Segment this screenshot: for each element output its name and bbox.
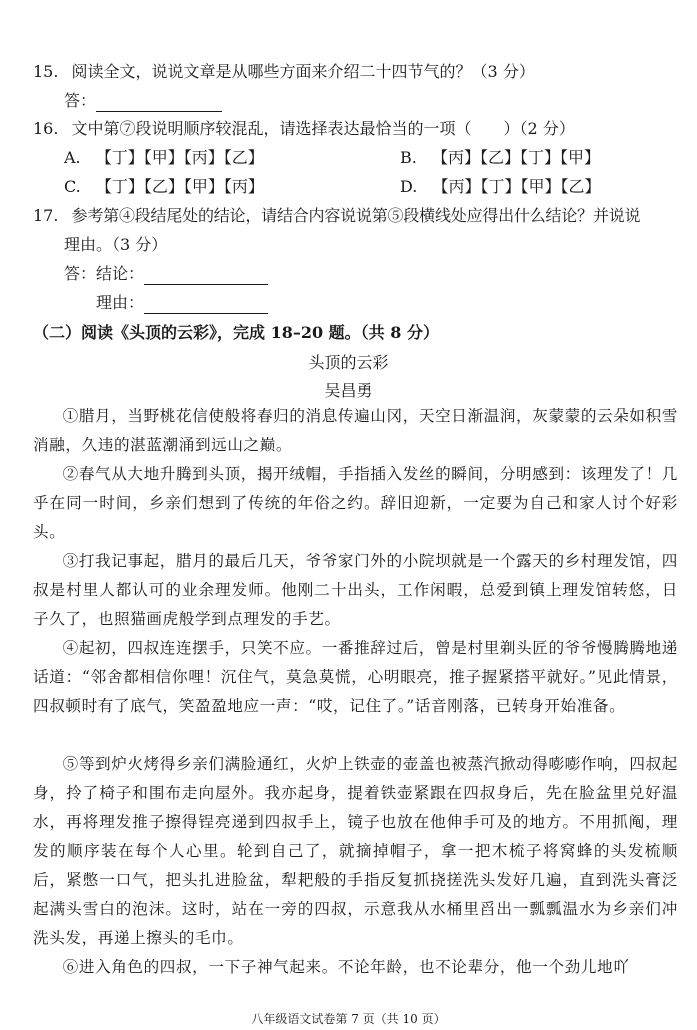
- option-c-text: 【丁】【乙】【甲】【丙】: [95, 177, 264, 196]
- paragraph-4: ④起初，四叔连连摆手，只笑不应。一番推辞过后，曾是村里剃头匠的爷爷慢腾腾地递话道：“邻舍都相信你哩！沉住气，莫急莫慌，心明眼亮，推子握紧搭平就好。”见此情景，四叔顿时有了底气，笑盈盈地应一声：“哎，记住了。”话音刚落，已转身开始准备。: [33, 639, 678, 715]
- reason-blank[interactable]: [144, 297, 268, 314]
- option-b-label: B.: [400, 148, 417, 167]
- option-d-label: D.: [400, 177, 418, 196]
- question-17: [33, 205, 640, 227]
- paragraph-2: ②春气从大地升腾到头顶，揭开绒帽，手指插入发丝的瞬间，分明感到：该理发了！几乎在同一时间，乡亲们想到了传统的年俗之约。辞旧迎新，一定要为自己和家人讨个好彩头。: [33, 465, 678, 541]
- article-title: 头顶的云彩: [308, 353, 389, 372]
- conclusion-blank[interactable]: [144, 268, 268, 285]
- option-a-label: A.: [64, 148, 81, 167]
- article-author: 吴昌勇: [324, 381, 373, 400]
- option-b-text: 【丙】【乙】【丁】【甲】: [431, 148, 600, 167]
- question-16-text: 文中第⑦段说明顺序较混乱，请选择表达最恰当的一项（ ）（2 分）: [71, 119, 575, 138]
- option-b[interactable]: [400, 147, 600, 169]
- conclusion-label: 答：结论：: [64, 264, 145, 283]
- option-c[interactable]: [64, 176, 264, 198]
- question-16-number: 16.: [33, 119, 59, 138]
- question-15-number: 15.: [33, 62, 59, 81]
- option-d-text: 【丙】【丁】【甲】【乙】: [432, 177, 601, 196]
- paragraph-5: ⑤等到炉火烤得乡亲们满脸通红，火炉上铁壶的壶盖也被蒸汽掀动得嘭嘭作响，四叔起身，拎了椅子和围布走向屋外。我亦起身，提着铁壶紧跟在四叔身后，先在脸盆里兑好温水，再将理发推子擦得锃亮递到四叔手上，镜子也放在他伸手可及的地方。不用抓阄，理发的顺序装在每个人心里。轮到自己了，就摘掉帽子，拿一把木梳子将窝蜂的头发梳顺后，紧憋一口气，把头扎进脸盆，犁耙般的手指反复抓挠搓洗头发好几遍，直到洗头膏泛起满头雪白的泡沫。这时，站在一旁的四叔，示意我从水桶里舀出一瓢瓢温水为乡亲们冲洗头发，再递上擦头的毛巾。: [33, 755, 678, 947]
- question-17-answer: [64, 263, 268, 285]
- paragraph-1: ①腊月，当野桃花信使般将春归的消息传遍山冈，天空日渐温润，灰蒙蒙的云朵如积雪消融，久违的湛蓝潮涌到远山之巅。: [33, 407, 678, 454]
- option-a-text: 【丁】【甲】【丙】【乙】: [95, 148, 264, 167]
- question-16: [33, 118, 575, 140]
- section-heading: （二）阅读《头顶的云彩》，完成 18–20 题。（共 8 分）: [33, 323, 439, 342]
- option-d[interactable]: [400, 176, 600, 198]
- paragraph-3: ③打我记事起，腊月的最后几天，爷爷家门外的小院坝就是一个露天的乡村理发馆，四叔是村里人都认可的业余理发师。他刚二十出头，工作闲暇，总爱到镇上理发馆转悠，日子久了，也照猫画虎般学到点理发的手艺。: [33, 552, 678, 628]
- question-17-reason: [96, 292, 268, 314]
- question-17-number: 17.: [33, 206, 59, 225]
- option-c-label: C.: [64, 177, 81, 196]
- option-a[interactable]: [64, 147, 264, 169]
- question-17-line1: 参考第④段结尾处的结论，请结合内容说说第⑤段横线处应得出什么结论？并说说: [71, 206, 641, 225]
- page-footer: 八年级语文试卷第 7 页（共 10 页）: [251, 1012, 446, 1026]
- question-15-answer: [64, 90, 222, 112]
- question-15-text: 阅读全文，说说文章是从哪些方面来介绍二十四节气的？（3 分）: [71, 62, 535, 81]
- reason-label: 理由：: [96, 293, 145, 312]
- question-17-line2: 理由。（3 分）: [64, 235, 168, 254]
- question-15: [33, 61, 535, 83]
- answer-blank[interactable]: [96, 95, 222, 112]
- paragraph-6: ⑥进入角色的四叔，一下子神气起来。不论年龄，也不论辈分，他一个劲儿地吖: [62, 958, 630, 976]
- answer-label: 答：: [64, 91, 97, 110]
